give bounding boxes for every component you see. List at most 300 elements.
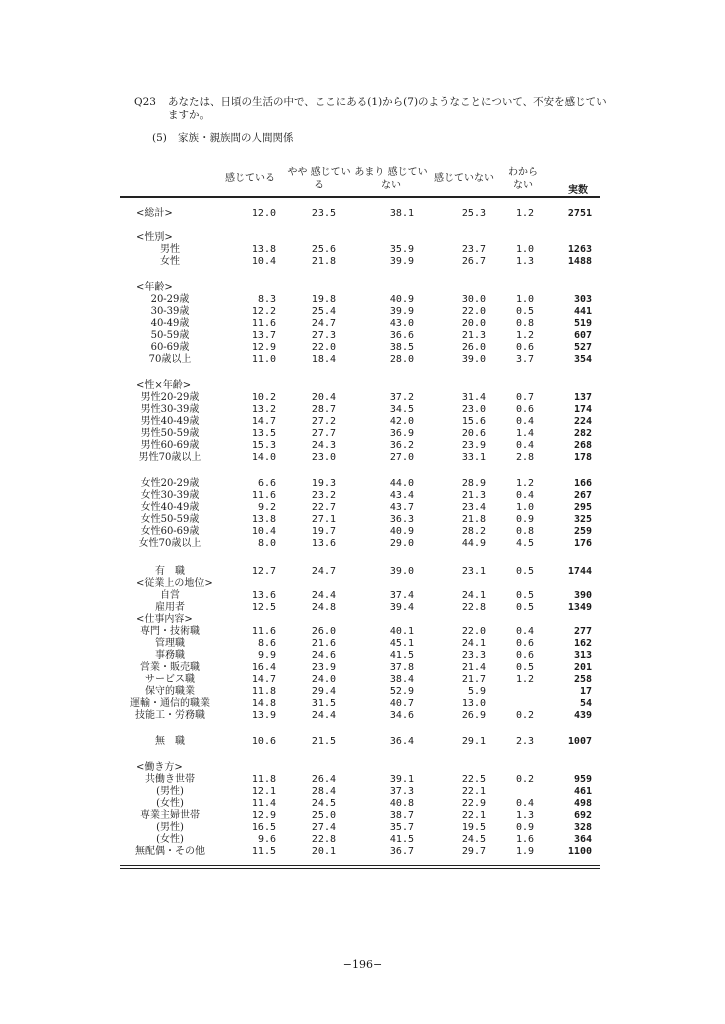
cell-col-2: 20.1 [311, 846, 336, 857]
row-label: (女性) [156, 834, 184, 845]
cell-col-2: 20.4 [311, 392, 336, 403]
cell-col-4: 24.1 [461, 638, 486, 649]
cell-col-3: 37.3 [389, 786, 414, 797]
cell-col-5: 0.6 [515, 404, 534, 415]
table-row [0, 404, 725, 416]
cell-col-3: 40.9 [389, 294, 414, 305]
table-row [0, 774, 725, 786]
table-row [0, 602, 725, 614]
cell-col-5: 0.6 [515, 650, 534, 661]
cell-col-3: 29.0 [389, 538, 414, 549]
cell-col-5: 1.0 [515, 502, 534, 513]
cell-col-5: 1.3 [515, 810, 534, 821]
cell-col-4: 26.0 [461, 342, 486, 353]
cell-col-2: 27.3 [311, 330, 336, 341]
cell-col-3: 39.9 [389, 256, 414, 267]
cell-col-6: 295 [573, 502, 592, 513]
table-row [0, 698, 725, 710]
cell-col-6: 325 [573, 514, 592, 525]
cell-col-5: 2.8 [515, 452, 534, 463]
cell-col-1: 8.3 [257, 294, 276, 305]
cell-col-2: 19.8 [311, 294, 336, 305]
cell-col-5: 1.0 [515, 244, 534, 255]
cell-col-2: 29.4 [311, 686, 336, 697]
cell-col-2: 24.8 [311, 602, 336, 613]
row-label: 専業主婦世帯 [140, 810, 200, 821]
cell-col-1: 11.6 [251, 626, 276, 637]
cell-col-5: 1.2 [515, 478, 534, 489]
cell-col-5: 0.4 [515, 440, 534, 451]
table-bottom-rule-2 [120, 868, 600, 869]
cell-col-2: 31.5 [311, 698, 336, 709]
cell-col-1: 15.3 [251, 440, 276, 451]
cell-col-6: 461 [573, 786, 592, 797]
cell-col-5: 0.4 [515, 798, 534, 809]
cell-col-6: 328 [573, 822, 592, 833]
cell-col-1: 13.7 [251, 330, 276, 341]
cell-col-5: 0.5 [515, 566, 534, 577]
cell-col-1: 14.8 [251, 698, 276, 709]
cell-col-1: 14.7 [251, 416, 276, 427]
cell-col-4: 23.3 [461, 650, 486, 661]
table-row [0, 626, 725, 638]
cell-col-3: 36.2 [389, 440, 414, 451]
cell-col-6: 174 [573, 404, 592, 415]
table-row [0, 762, 725, 774]
cell-col-6: 54 [579, 698, 592, 709]
table-row [0, 208, 725, 220]
cell-col-5: 0.5 [515, 590, 534, 601]
cell-col-1: 12.0 [251, 208, 276, 219]
cell-col-1: 13.9 [251, 710, 276, 721]
cell-col-6: 259 [573, 526, 592, 537]
cell-col-6: 498 [573, 798, 592, 809]
cell-col-3: 45.1 [389, 638, 414, 649]
cell-col-5: 1.2 [515, 208, 534, 219]
cell-col-5: 0.4 [515, 416, 534, 427]
cell-col-3: 44.0 [389, 478, 414, 489]
cell-col-5: 0.6 [515, 342, 534, 353]
cell-col-5: 1.9 [515, 846, 534, 857]
cell-col-5: 0.9 [515, 514, 534, 525]
cell-col-6: 364 [573, 834, 592, 845]
row-label: 女性30-39歳 [140, 490, 200, 501]
cell-col-6: 1100 [567, 846, 592, 857]
cell-col-2: 27.1 [311, 514, 336, 525]
cell-col-3: 37.8 [389, 662, 414, 673]
table-bottom-rule [120, 865, 600, 866]
cell-col-4: 22.5 [461, 774, 486, 785]
cell-col-3: 36.3 [389, 514, 414, 525]
question-number: Q23 [134, 96, 156, 108]
cell-col-3: 43.4 [389, 490, 414, 501]
cell-col-4: 26.7 [461, 256, 486, 267]
cell-col-4: 28.9 [461, 478, 486, 489]
cell-col-6: 268 [573, 440, 592, 451]
row-label: 専門・技術職 [140, 626, 200, 637]
cell-col-1: 8.6 [257, 638, 276, 649]
row-label: 70歳以上 [148, 354, 192, 365]
cell-col-4: 29.7 [461, 846, 486, 857]
cell-col-3: 40.8 [389, 798, 414, 809]
cell-col-1: 12.7 [251, 566, 276, 577]
cell-col-1: 13.5 [251, 428, 276, 439]
cell-col-1: 13.8 [251, 514, 276, 525]
col-header-1: 感じている [225, 173, 275, 184]
col-header-4: 感じていない [434, 173, 494, 184]
table-row [0, 354, 725, 366]
cell-col-1: 6.6 [257, 478, 276, 489]
table-row [0, 736, 725, 748]
cell-col-3: 38.7 [389, 810, 414, 821]
cell-col-2: 24.0 [311, 674, 336, 685]
cell-col-3: 41.5 [389, 650, 414, 661]
cell-col-6: 303 [573, 294, 592, 305]
table-row [0, 416, 725, 428]
row-label: 女性60-69歳 [140, 526, 200, 537]
cell-col-3: 34.5 [389, 404, 414, 415]
row-label: 30-39歳 [150, 306, 190, 317]
table-row [0, 294, 725, 306]
cell-col-6: 162 [573, 638, 592, 649]
cell-col-3: 36.4 [389, 736, 414, 747]
cell-col-6: 354 [573, 354, 592, 365]
table-row [0, 614, 725, 626]
col-header-6: 実数 [568, 185, 588, 196]
cell-col-4: 5.9 [467, 686, 486, 697]
cell-col-3: 36.7 [389, 846, 414, 857]
cell-col-2: 27.7 [311, 428, 336, 439]
cell-col-2: 22.7 [311, 502, 336, 513]
cell-col-1: 12.5 [251, 602, 276, 613]
cell-col-6: 176 [573, 538, 592, 549]
cell-col-1: 11.4 [251, 798, 276, 809]
cell-col-3: 37.4 [389, 590, 414, 601]
cell-col-1: 12.1 [251, 786, 276, 797]
table-row [0, 428, 725, 440]
cell-col-1: 11.5 [251, 846, 276, 857]
cell-col-2: 22.8 [311, 834, 336, 845]
row-label: 女性50-59歳 [140, 514, 200, 525]
cell-col-2: 19.7 [311, 526, 336, 537]
cell-col-6: 313 [573, 650, 592, 661]
cell-col-4: 33.1 [461, 452, 486, 463]
cell-col-4: 22.9 [461, 798, 486, 809]
cell-col-3: 39.4 [389, 602, 414, 613]
cell-col-5: 0.8 [515, 318, 534, 329]
cell-col-5: 0.2 [515, 774, 534, 785]
cell-col-2: 24.3 [311, 440, 336, 451]
cell-col-4: 28.2 [461, 526, 486, 537]
cell-col-3: 35.9 [389, 244, 414, 255]
cell-col-4: 23.7 [461, 244, 486, 255]
cell-col-5: 1.3 [515, 256, 534, 267]
cell-col-4: 44.9 [461, 538, 486, 549]
row-label: (男性) [156, 786, 184, 797]
cell-col-1: 11.6 [251, 490, 276, 501]
cell-col-6: 277 [573, 626, 592, 637]
row-label: 男性 [160, 244, 180, 255]
col-header-5: わから ない [508, 167, 538, 191]
row-label: <仕事内容> [136, 614, 193, 625]
cell-col-2: 23.9 [311, 662, 336, 673]
cell-col-1: 11.8 [251, 686, 276, 697]
cell-col-2: 26.0 [311, 626, 336, 637]
cell-col-3: 36.9 [389, 428, 414, 439]
cell-col-3: 34.6 [389, 710, 414, 721]
cell-col-1: 8.0 [257, 538, 276, 549]
cell-col-2: 26.4 [311, 774, 336, 785]
cell-col-6: 519 [573, 318, 592, 329]
cell-col-2: 19.3 [311, 478, 336, 489]
cell-col-6: 224 [573, 416, 592, 427]
table-row [0, 590, 725, 602]
cell-col-4: 21.7 [461, 674, 486, 685]
cell-col-6: 607 [573, 330, 592, 341]
cell-col-1: 16.5 [251, 822, 276, 833]
cell-col-3: 40.1 [389, 626, 414, 637]
cell-col-3: 36.6 [389, 330, 414, 341]
row-label: 無配偶・その他 [135, 846, 205, 857]
table-row [0, 638, 725, 650]
cell-col-6: 1349 [567, 602, 592, 613]
cell-col-3: 40.9 [389, 526, 414, 537]
cell-col-5: 1.0 [515, 294, 534, 305]
table-row [0, 526, 725, 538]
cell-col-4: 22.1 [461, 786, 486, 797]
cell-col-1: 11.6 [251, 318, 276, 329]
table-row [0, 846, 725, 858]
table-row [0, 798, 725, 810]
cell-col-6: 527 [573, 342, 592, 353]
cell-col-2: 21.8 [311, 256, 336, 267]
cell-col-3: 40.7 [389, 698, 414, 709]
row-label: <年齢> [136, 282, 173, 293]
row-label: 雇用者 [155, 602, 185, 613]
subheading-text: 家族・親族間の人間関係 [178, 132, 294, 144]
cell-col-4: 39.0 [461, 354, 486, 365]
cell-col-6: 2751 [567, 208, 592, 219]
table-row [0, 786, 725, 798]
cell-col-4: 22.0 [461, 626, 486, 637]
cell-col-2: 27.4 [311, 822, 336, 833]
table-row [0, 306, 725, 318]
row-label: <働き方> [136, 762, 183, 773]
row-label: 管理職 [155, 638, 185, 649]
cell-col-5: 1.2 [515, 674, 534, 685]
row-label: <性別> [136, 232, 173, 243]
cell-col-3: 52.9 [389, 686, 414, 697]
cell-col-5: 2.3 [515, 736, 534, 747]
cell-col-4: 23.4 [461, 502, 486, 513]
cell-col-1: 11.0 [251, 354, 276, 365]
row-label: 運輸・通信的職業 [130, 698, 210, 709]
cell-col-2: 28.4 [311, 786, 336, 797]
table-row [0, 282, 725, 294]
cell-col-5: 0.4 [515, 626, 534, 637]
cell-col-2: 25.0 [311, 810, 336, 821]
row-label: 男性70歳以上 [138, 452, 202, 463]
cell-col-1: 10.4 [251, 256, 276, 267]
cell-col-4: 19.5 [461, 822, 486, 833]
cell-col-2: 27.2 [311, 416, 336, 427]
cell-col-6: 1488 [567, 256, 592, 267]
cell-col-6: 166 [573, 478, 592, 489]
cell-col-1: 14.7 [251, 674, 276, 685]
row-label: 営業・販売職 [140, 662, 200, 673]
cell-col-1: 12.2 [251, 306, 276, 317]
cell-col-4: 21.4 [461, 662, 486, 673]
cell-col-6: 258 [573, 674, 592, 685]
cell-col-5: 0.4 [515, 490, 534, 501]
cell-col-2: 24.4 [311, 710, 336, 721]
cell-col-1: 10.2 [251, 392, 276, 403]
cell-col-2: 24.4 [311, 590, 336, 601]
cell-col-5: 4.5 [515, 538, 534, 549]
row-label: 男性60-69歳 [140, 440, 200, 451]
table-row [0, 514, 725, 526]
cell-col-6: 178 [573, 452, 592, 463]
row-label: 女性40-49歳 [140, 502, 200, 513]
row-label: 60-69歳 [150, 342, 190, 353]
cell-col-1: 13.2 [251, 404, 276, 415]
row-label: 技能工・労務職 [135, 710, 205, 721]
table-row [0, 810, 725, 822]
row-label: 50-59歳 [150, 330, 190, 341]
row-label: 有 職 [155, 566, 185, 577]
subheading-number: (5) [152, 132, 167, 144]
table-row [0, 502, 725, 514]
col-header-3: あまり 感じていない [354, 167, 428, 191]
cell-col-2: 24.6 [311, 650, 336, 661]
cell-col-5: 0.5 [515, 662, 534, 673]
row-label: 自営 [160, 590, 180, 601]
cell-col-2: 23.5 [311, 208, 336, 219]
cell-col-3: 43.7 [389, 502, 414, 513]
cell-col-6: 441 [573, 306, 592, 317]
cell-col-2: 25.6 [311, 244, 336, 255]
cell-col-4: 23.0 [461, 404, 486, 415]
cell-col-6: 1007 [567, 736, 592, 747]
cell-col-5: 0.8 [515, 526, 534, 537]
table-row [0, 380, 725, 392]
cell-col-5: 0.5 [515, 602, 534, 613]
cell-col-6: 692 [573, 810, 592, 821]
cell-col-6: 267 [573, 490, 592, 501]
cell-col-3: 35.7 [389, 822, 414, 833]
cell-col-4: 24.1 [461, 590, 486, 601]
cell-col-3: 39.0 [389, 566, 414, 577]
cell-col-6: 959 [573, 774, 592, 785]
cell-col-6: 201 [573, 662, 592, 673]
table-row [0, 674, 725, 686]
cell-col-5: 1.6 [515, 834, 534, 845]
cell-col-4: 30.0 [461, 294, 486, 305]
cell-col-2: 23.0 [311, 452, 336, 463]
cell-col-2: 24.7 [311, 318, 336, 329]
table-row [0, 686, 725, 698]
cell-col-2: 23.2 [311, 490, 336, 501]
table-row [0, 710, 725, 722]
table-row [0, 662, 725, 674]
cell-col-4: 13.0 [461, 698, 486, 709]
cell-col-2: 21.5 [311, 736, 336, 747]
cell-col-1: 9.9 [257, 650, 276, 661]
row-label: (男性) [156, 822, 184, 833]
cell-col-2: 24.7 [311, 566, 336, 577]
cell-col-3: 43.0 [389, 318, 414, 329]
table-row [0, 834, 725, 846]
cell-col-4: 21.3 [461, 330, 486, 341]
row-label: サービス職 [145, 674, 195, 685]
cell-col-1: 13.6 [251, 590, 276, 601]
row-label: 無 職 [155, 736, 185, 747]
table-row [0, 452, 725, 464]
row-label: 保守的職業 [145, 686, 195, 697]
cell-col-6: 1263 [567, 244, 592, 255]
cell-col-1: 12.9 [251, 342, 276, 353]
cell-col-4: 21.3 [461, 490, 486, 501]
row-label: 男性50-59歳 [140, 428, 200, 439]
row-label: <性×年齢> [136, 380, 192, 391]
cell-col-4: 29.1 [461, 736, 486, 747]
table-row [0, 478, 725, 490]
cell-col-4: 24.5 [461, 834, 486, 845]
row-label: 20-29歳 [150, 294, 190, 305]
cell-col-3: 38.5 [389, 342, 414, 353]
cell-col-1: 14.0 [251, 452, 276, 463]
table-row [0, 650, 725, 662]
cell-col-6: 1744 [567, 566, 592, 577]
cell-col-6: 137 [573, 392, 592, 403]
row-label: 女性70歳以上 [138, 538, 202, 549]
cell-col-4: 26.9 [461, 710, 486, 721]
cell-col-4: 23.1 [461, 566, 486, 577]
cell-col-2: 24.5 [311, 798, 336, 809]
cell-col-4: 20.0 [461, 318, 486, 329]
cell-col-4: 15.6 [461, 416, 486, 427]
table-row [0, 490, 725, 502]
cell-col-1: 10.6 [251, 736, 276, 747]
table-row [0, 342, 725, 354]
cell-col-2: 18.4 [311, 354, 336, 365]
table-row [0, 822, 725, 834]
row-label: 事務職 [155, 650, 185, 661]
cell-col-5: 1.2 [515, 330, 534, 341]
cell-col-6: 282 [573, 428, 592, 439]
cell-col-5: 0.5 [515, 306, 534, 317]
cell-col-4: 25.3 [461, 208, 486, 219]
cell-col-5: 0.6 [515, 638, 534, 649]
cell-col-1: 16.4 [251, 662, 276, 673]
cell-col-3: 38.1 [389, 208, 414, 219]
cell-col-1: 10.4 [251, 526, 276, 537]
table-row [0, 538, 725, 550]
cell-col-5: 0.2 [515, 710, 534, 721]
table-row [0, 330, 725, 342]
table-row [0, 244, 725, 256]
table-row [0, 318, 725, 330]
cell-col-4: 22.0 [461, 306, 486, 317]
cell-col-3: 37.2 [389, 392, 414, 403]
table-row [0, 566, 725, 578]
row-label: <総計> [136, 208, 173, 219]
cell-col-5: 1.4 [515, 428, 534, 439]
cell-col-4: 21.8 [461, 514, 486, 525]
question-text: あなたは、日頃の生活の中で、ここにある(1)から(7)のようなことについて、不安を感じていますか。 [168, 96, 607, 121]
row-label: 男性40-49歳 [140, 416, 200, 427]
cell-col-2: 28.7 [311, 404, 336, 415]
